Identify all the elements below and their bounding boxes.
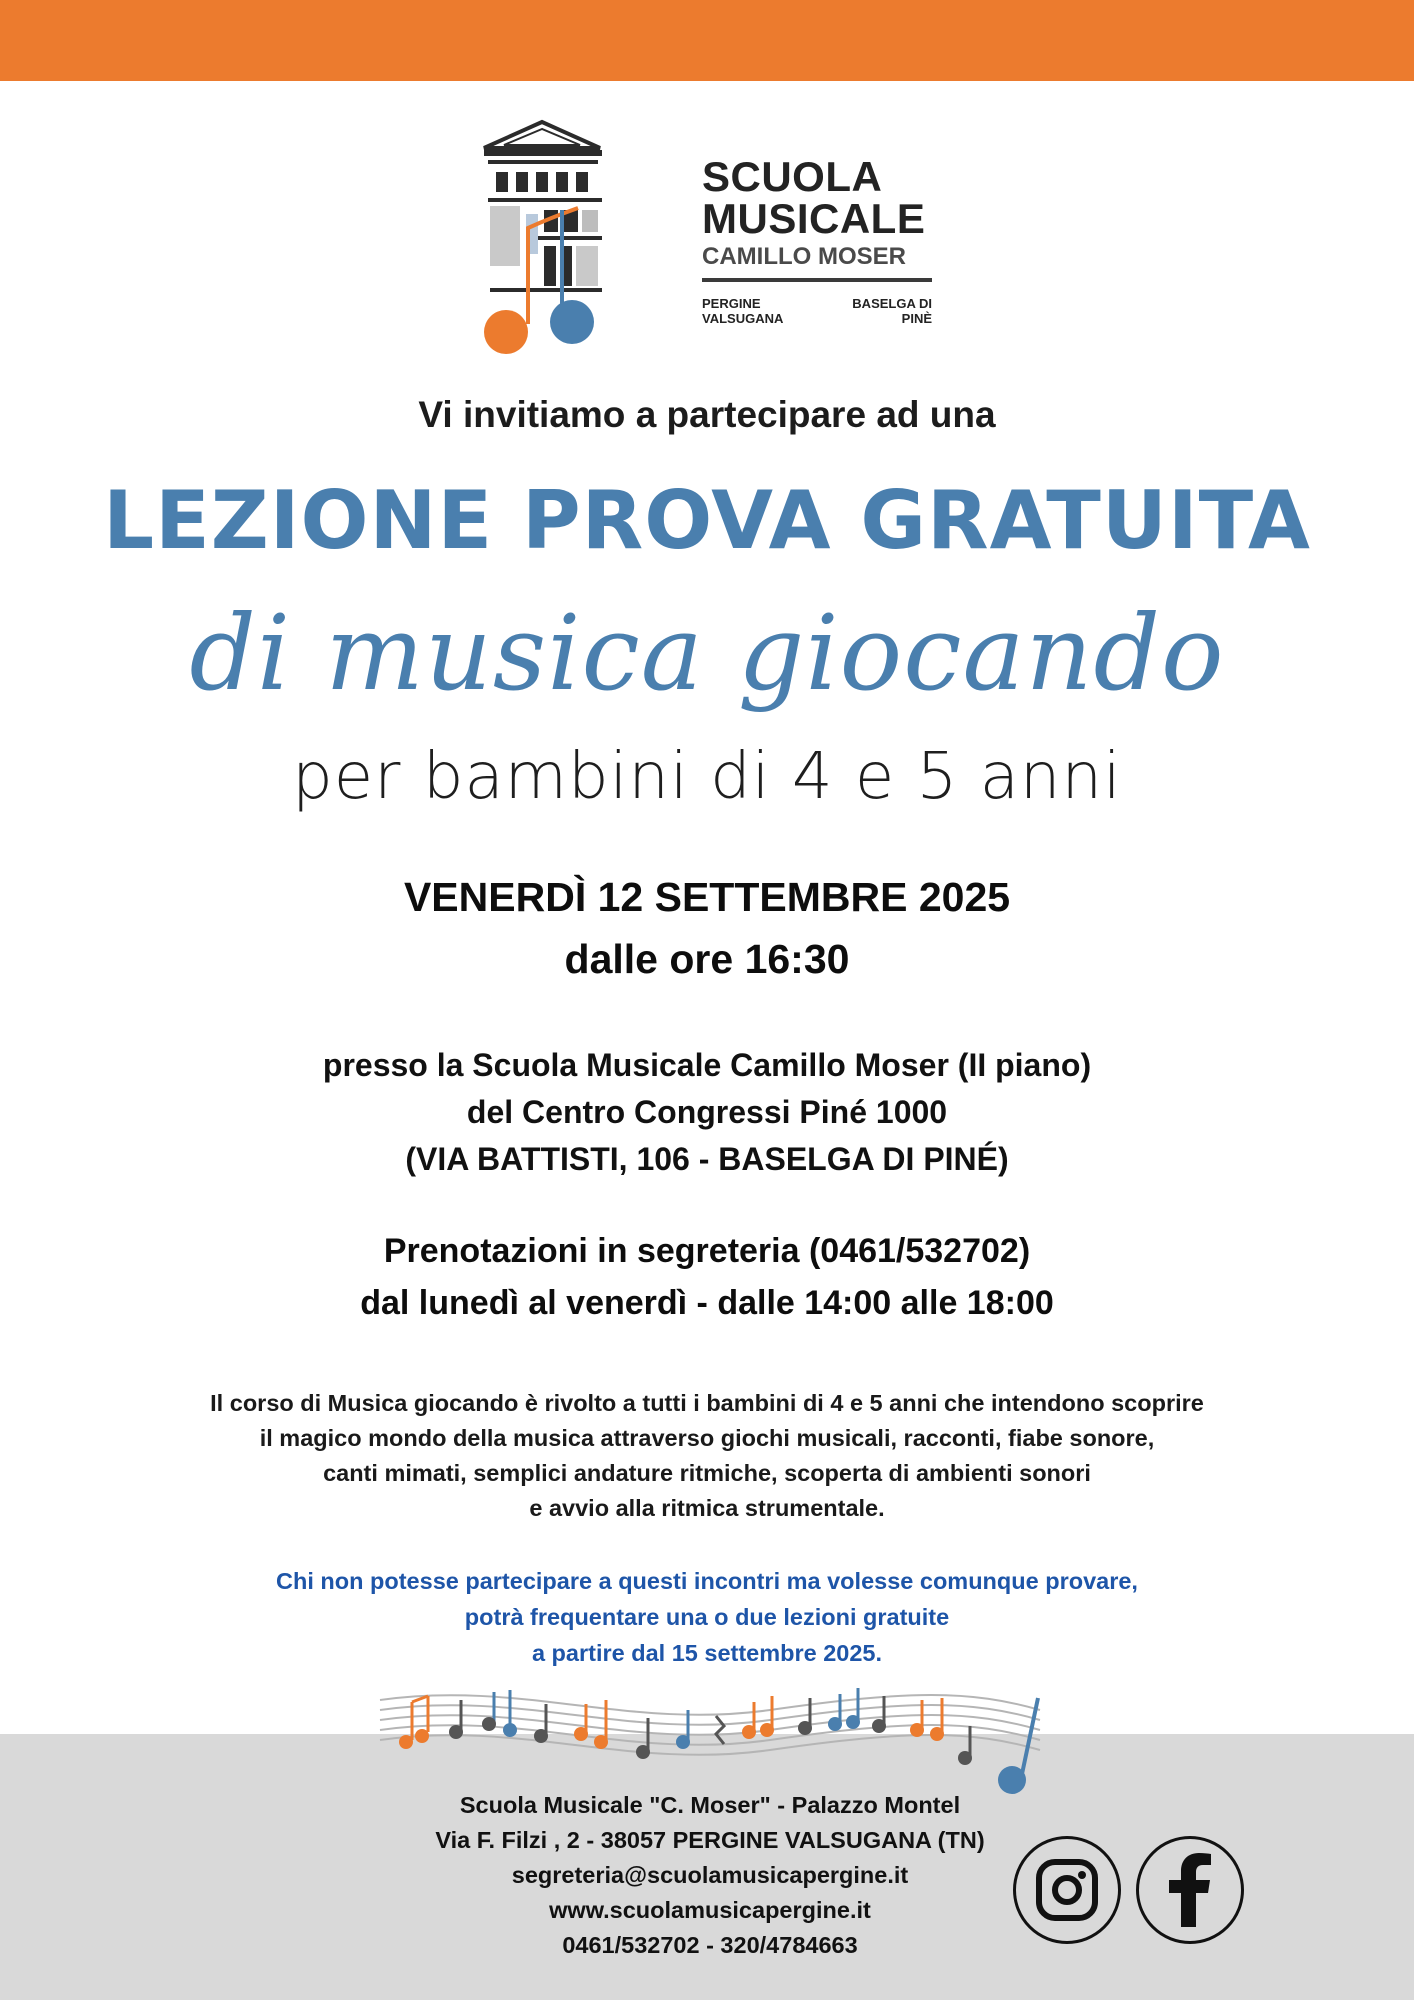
top-accent-bar (0, 0, 1414, 81)
course-description (0, 1386, 1414, 1526)
instagram-button[interactable] (1013, 1836, 1121, 1944)
venue-line-2: del Centro Congressi Piné 1000 (466, 1094, 948, 1130)
event-datetime (0, 866, 1414, 990)
booking-block (0, 1225, 1414, 1329)
note-line-3: a partire dal 15 settembre 2025. (531, 1640, 883, 1666)
instagram-icon (1035, 1858, 1099, 1922)
script-subtitle: di musica giocando (189, 592, 1225, 714)
venue-line-1: presso la Scuola Musicale Camillo Moser (II piano) (322, 1047, 1092, 1083)
headline: LEZIONE PROVA GRATUITA (103, 474, 1311, 567)
venue-block (0, 1042, 1414, 1183)
logo-line-scuola: SCUOLA (702, 153, 883, 200)
description-line-1: Il corso di Musica giocando è rivolto a tutti i bambini di 4 e 5 anni che intendono scoprire (210, 1390, 1204, 1416)
facebook-button[interactable] (1136, 1836, 1244, 1944)
logo-divider (702, 278, 932, 282)
venue-line-3: (VIA BATTISTI, 106 - BASELGA DI PINÉ) (405, 1141, 1009, 1177)
music-staff-icon (370, 1670, 1050, 1800)
logo-line-camillo-moser: CAMILLO MOSER (702, 243, 906, 270)
logo-location-baselga: BASELGA DI PINÈ (852, 296, 932, 326)
footer-school-name: Scuola Musicale "C. Moser" - Palazzo Montel (459, 1792, 961, 1818)
school-building-music-notes-icon (480, 118, 700, 358)
booking-line-1: Prenotazioni in segreteria (0461/532702) (383, 1232, 1031, 1270)
note-line-2: potrà frequentare una o due lezioni gratuite (464, 1604, 950, 1630)
event-date: VENERDÌ 12 SETTEMBRE 2025 (403, 874, 1011, 920)
event-time: dalle ore 16:30 (564, 936, 850, 982)
footer-website-link[interactable]: www.scuolamusicapergine.it (549, 1897, 871, 1923)
footer-address: Via F. Filzi , 2 - 38057 PERGINE VALSUGANA (TN) (435, 1827, 985, 1853)
footer-email-link[interactable]: segreteria@scuolamusicapergine.it (511, 1862, 909, 1888)
description-line-2: il magico mondo della musica attraverso giochi musicali, racconti, fiabe sonore, (259, 1425, 1155, 1451)
logo-line-musicale: MUSICALE (702, 195, 926, 242)
note-line-1: Chi non potesse partecipare a questi incontri ma volesse comunque provare, (276, 1568, 1138, 1594)
booking-line-2: dal lunedì al venerdì - dalle 14:00 alle 18:00 (360, 1284, 1054, 1322)
alternative-note (0, 1563, 1414, 1671)
school-logo (480, 118, 940, 358)
age-subtitle: per bambini di 4 e 5 anni (292, 740, 1122, 814)
logo-wordmark (702, 153, 932, 282)
description-line-3: canti mimati, semplici andature ritmiche, scoperta di ambienti sonori (323, 1460, 1091, 1486)
footer-phone-numbers: 0461/532702 - 320/4784663 (562, 1932, 858, 1958)
description-line-4: e avvio alla ritmica strumentale. (529, 1495, 885, 1521)
invite-intro: Vi invitiamo a partecipare ad una (418, 394, 996, 435)
facebook-icon (1168, 1853, 1212, 1927)
logo-location-pergine: PERGINE VALSUGANA (702, 296, 784, 326)
footer-contact (340, 1788, 1080, 1963)
